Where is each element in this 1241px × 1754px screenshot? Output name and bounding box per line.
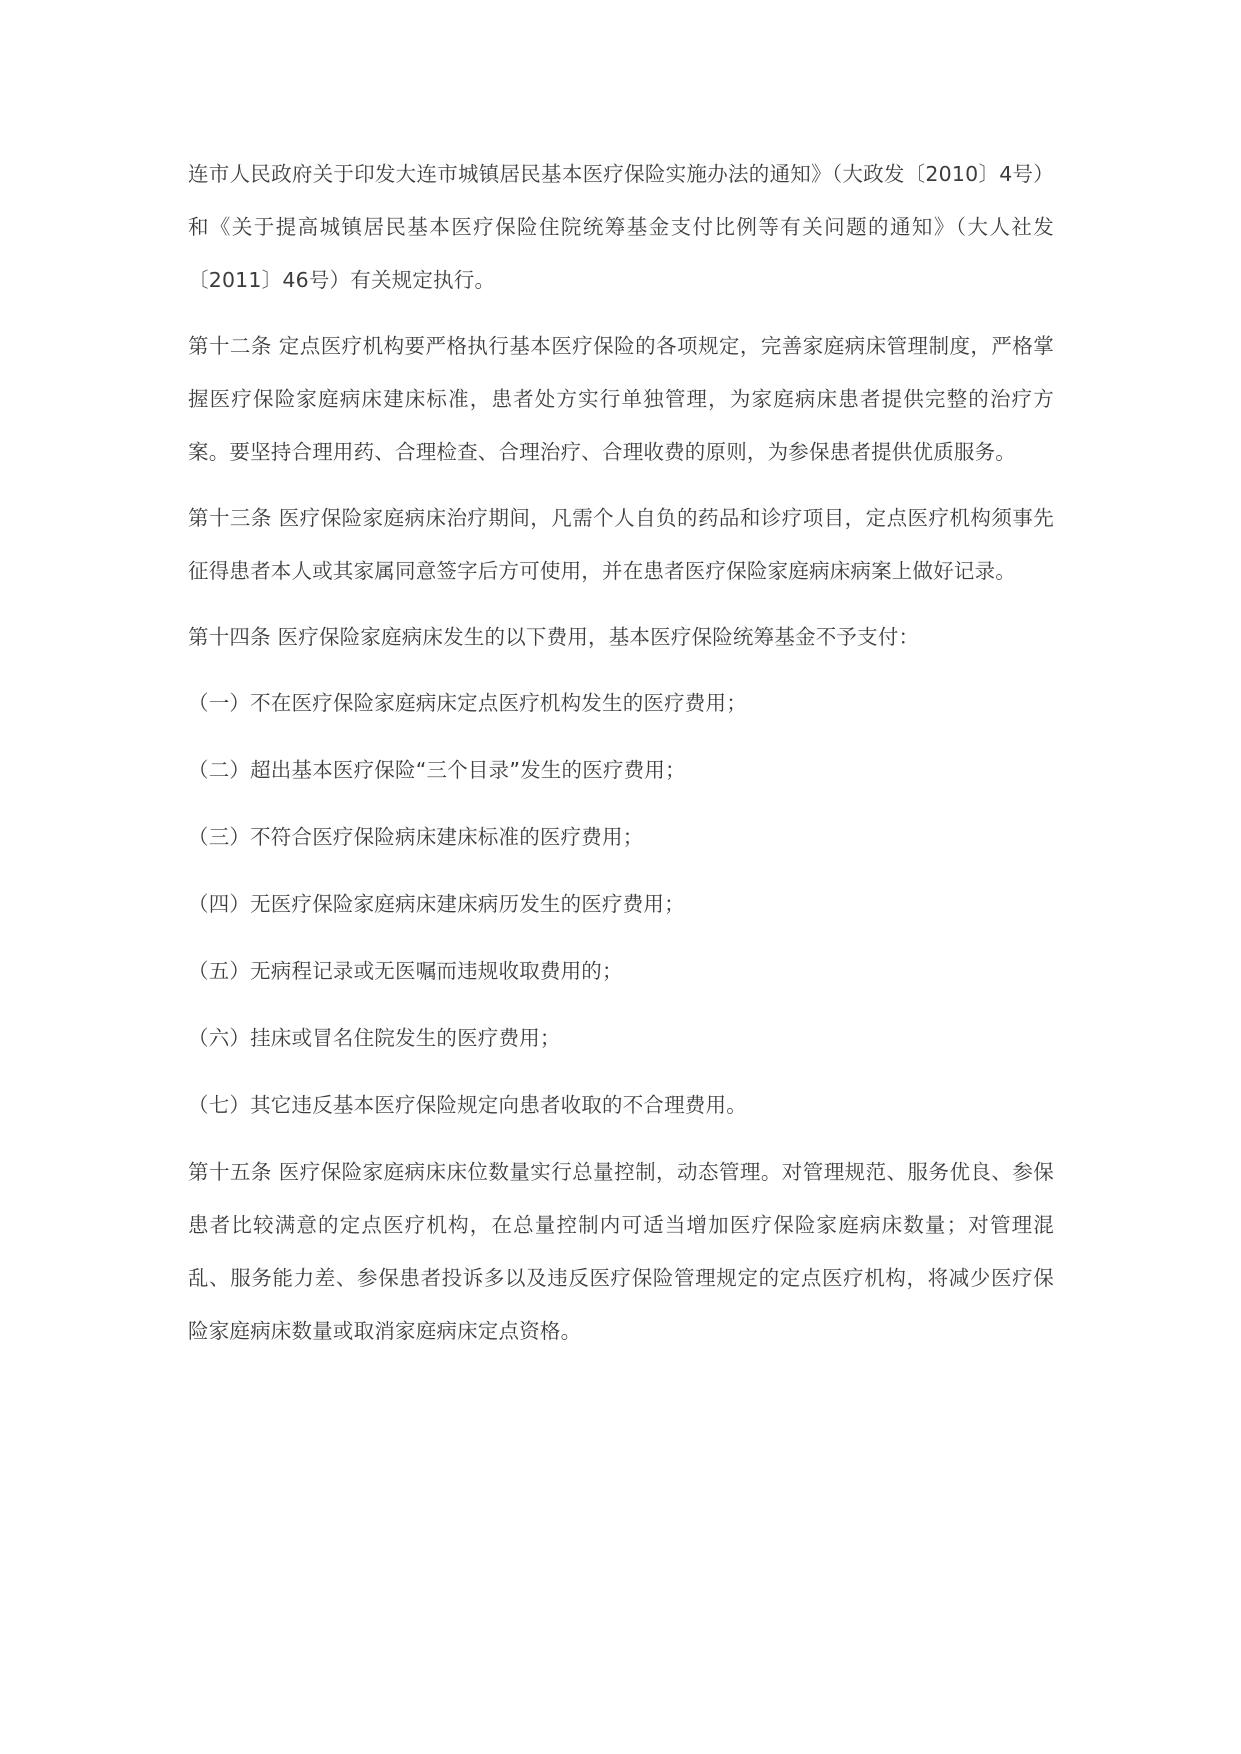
paragraph-article-15: 第十五条 医疗保险家庭病床床位数量实行总量控制，动态管理。对管理规范、服务优良、参保患者比较满意的定点医疗机构，在总量控制内可适当增加医疗保险家庭病床数量；对管理混乱、服务能力差、参保患者投诉多以及违反医疗保险管理规定的定点医疗机构，将减少医疗保险家庭病床数量或取消家庭病床定点资格。 [188,1160,1054,1343]
list-item-3: （三）不符合医疗保险病床建床标准的医疗费用； [188,825,644,849]
paragraph-continuation: 连市人民政府关于印发大连市城镇居民基本医疗保险实施办法的通知》（大政发〔2010〕4号）和《关于提高城镇居民基本医疗保险住院统筹基金支付比例等有关问题的通知》（大人社发〔2011〕46号）有关规定执行。 [188,162,1054,292]
paragraph-article-14: 第十四条 医疗保险家庭病床发生的以下费用，基本医疗保险统筹基金不予支付： [188,625,920,649]
list-item-4: （四）无医疗保险家庭病床建床病历发生的医疗费用； [188,892,685,916]
list-item-2: （二）超出基本医疗保险“三个目录”发生的医疗费用； [188,758,686,782]
document-body [188,148,1054,1371]
list-item-1: （一）不在医疗保险家庭病床定点医疗机构发生的医疗费用； [188,691,747,715]
list-item-6: （六）挂床或冒名住院发生的医疗费用； [188,1026,561,1050]
paragraph-article-13: 第十三条 医疗保险家庭病床治疗期间，凡需个人自负的药品和诊疗项目，定点医疗机构须事先征得患者本人或其家属同意签字后方可使用，并在患者医疗保险家庭病床病案上做好记录。 [188,506,1054,583]
list-item-5: （五）无病程记录或无医嘱而违规收取费用的； [188,959,623,983]
list-item-7: （七）其它违反基本医疗保险规定向患者收取的不合理费用。 [188,1093,747,1117]
paragraph-article-12: 第十二条 定点医疗机构要严格执行基本医疗保险的各项规定，完善家庭病床管理制度，严格掌握医疗保险家庭病床建床标准，患者处方实行单独管理，为家庭病床患者提供完整的治疗方案。要坚持合理用药、合理检查、合理治疗、合理收费的原则，为参保患者提供优质服务。 [188,334,1054,464]
